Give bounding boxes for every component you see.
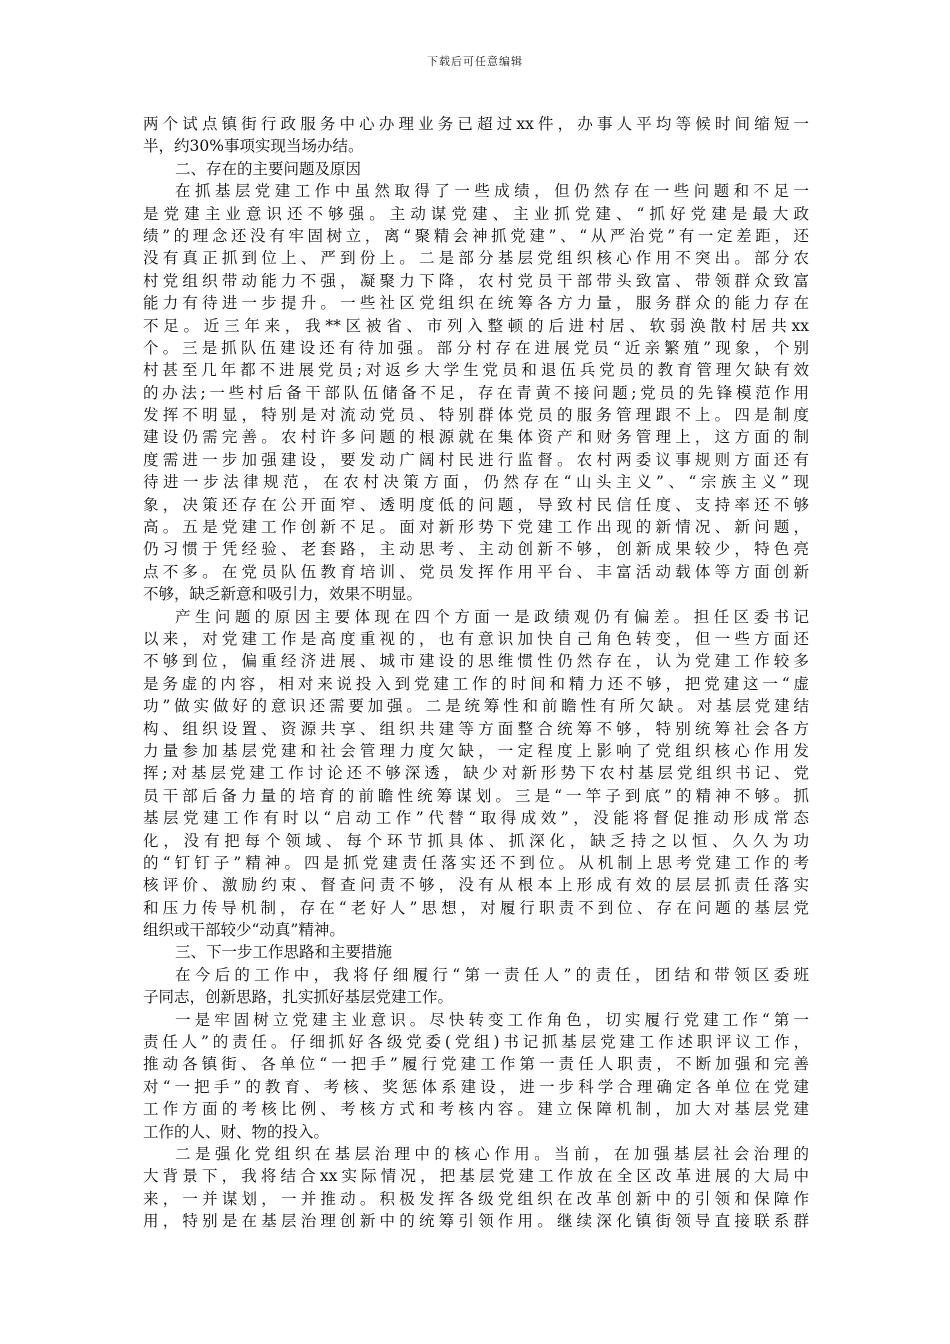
- text-line: 二、存在的主要问题及原因: [175, 159, 362, 178]
- text-line: 在抓基层党建工作中虽然取得了一些成绩，但仍然存在一些问题和不足一: [175, 182, 809, 201]
- text-line: 构、组织设置、资源共享、组织共建等方面整合统筹不够，特别统筹社会各方: [143, 719, 809, 738]
- text-line: 大背景下，我将结合xx实际情况，把基层党建工作放在全区改革进展的大局中: [143, 1167, 809, 1186]
- text-line: 挥;对基层党建工作讨论还不够深透，缺少对新形势下农村基层党组织书记、党: [143, 764, 809, 783]
- text-line: 不够到位，偏重经济进展、城市建设的思维惯性仍然存在，认为党建工作较多: [143, 652, 809, 671]
- text-line: 的办法;一些村后备干部队伍储备不足，存在青黄不接问题;党员的先锋模范作用: [143, 383, 809, 402]
- text-line: 不足。近三年来，我**区被省、市列入整顿的后进村居、软弱涣散村居共xx: [143, 316, 809, 335]
- text-line: 功”做实做好的意识还需要加强。二是统筹性和前瞻性有所欠缺。对基层党建结: [143, 697, 809, 716]
- text-line: 象，决策还存在公开面窄、透明度低的问题，导致村民信任度、支持率还不够: [143, 495, 809, 514]
- text-line: 对“一把手”的教育、考核、奖惩体系建设，进一步科学合理确定各单位在党建: [143, 1077, 809, 1096]
- text-line: 一是牢固树立党建主业意识。尽快转变工作角色，切实履行党建工作“第一: [175, 1010, 809, 1029]
- text-line: 绩”的理念还没有牢固树立，离“聚精会神抓党建”、“从严治党”有一定差距，还: [143, 226, 809, 245]
- text-line: 建设仍需完善。农村许多问题的根源就在集体资产和财务管理上，这方面的制: [143, 428, 809, 447]
- text-line: 推动各镇街、各单位“一把手”履行党建工作第一责任人职责，不断加强和完善: [143, 1055, 809, 1074]
- document-body: [143, 113, 809, 1233]
- text-line: 高。五是党建工作创新不足。面对新形势下党建工作出现的新情况、新问题，: [143, 518, 809, 537]
- text-line: 不够，缺乏新意和吸引力，效果不明显。: [143, 585, 423, 604]
- text-line: 半，约30%事项实现当场办结。: [143, 137, 364, 156]
- text-line: 在今后的工作中，我将仔细履行“第一责任人”的责任，团结和带领区委班: [175, 965, 809, 984]
- text-line: 子同志，创新思路，扎实抓好基层党建工作。: [143, 988, 454, 1007]
- text-line: 村党组织带动能力不强，凝聚力下降，农村党员干部带头致富、带领群众致富: [143, 271, 809, 290]
- text-line: 责任人”的责任。仔细抓好各级党委(党组)书记抓基层党建工作述职评议工作，: [143, 1033, 809, 1052]
- text-line: 二是强化党组织在基层治理中的核心作用。当前，在加强基层社会治理的: [175, 1144, 809, 1163]
- text-line: 产生问题的原因主要体现在四个方面一是政绩观仍有偏差。担任区委书记: [175, 607, 809, 626]
- text-line: 的“钉钉子”精神。四是抓党建责任落实还不到位。从机制上思考党建工作的考: [143, 853, 809, 872]
- text-line: 待进一步法律规范，在农村决策方面，仍然存在“山头主义”、“宗族主义”现: [143, 473, 809, 492]
- text-line: 力量参加基层党建和社会管理力度欠缺，一定程度上影响了党组织核心作用发: [143, 741, 809, 760]
- text-line: 发挥不明显，特别是对流动党员、特别群体党员的服务管理跟不上。四是制度: [143, 406, 809, 425]
- text-line: 核评价、激励约束、督查问责不够，没有从根本上形成有效的层层抓责任落实: [143, 876, 809, 895]
- text-line: 村甚至几年都不进展党员;对返乡大学生党员和退伍兵党员的教育管理欠缺有效: [143, 361, 809, 380]
- text-line: 没有真正抓到位上、严到份上。二是部分基层党组织核心作用不突出。部分农: [143, 249, 809, 268]
- text-line: 能力有待进一步提升。一些社区党组织在统筹各方力量，服务群众的能力存在: [143, 294, 809, 313]
- text-line: 和压力传导机制，存在“老好人”思想，对履行职责不到位、存在问题的基层党: [143, 898, 809, 917]
- text-line: 是党建主业意识还不够强。主动谋党建、主业抓党建、“抓好党建是最大政: [143, 204, 809, 223]
- text-line: 来，一并谋划，一并推动。积极发挥各级党组织在改革创新中的引领和保障作: [143, 1189, 809, 1208]
- text-line: 工作的人、财、物的投入。: [143, 1122, 330, 1141]
- text-line: 仍习惯于凭经验、老套路，主动思考、主动创新不够，创新成果较少，特色亮: [143, 540, 809, 559]
- text-line: 两个试点镇街行政服务中心办理业务已超过xx件，办事人平均等候时间缩短一: [143, 115, 809, 133]
- text-line: 三、下一步工作思路和主要措施: [175, 943, 393, 962]
- text-line: 基层党建工作有时以“启动工作”代替“取得成效”，没能将督促推动形成常态: [143, 809, 809, 828]
- text-line: 化，没有把每个领域、每个环节抓具体、抓深化，缺乏持之以恒、久久为功: [143, 831, 809, 850]
- text-line: 点不多。在党员队伍教育培训、党员发挥作用平台、丰富活动载体等方面创新: [143, 562, 809, 581]
- text-line: 用，特别是在基层治理创新中的统筹引领作用。继续深化镇街领导直接联系群: [143, 1212, 809, 1231]
- page-header: 下载后可任意编辑: [427, 55, 523, 68]
- text-line: 以来，对党建工作是高度重视的，也有意识加快自己角色转变，但一些方面还: [143, 629, 809, 648]
- text-line: 度需进一步加强建设，要发动广阔村民进行监督。农村两委议事规则方面还有: [143, 450, 809, 469]
- text-line: 工作方面的考核比例、考核方式和考核内容。建立保障机制，加大对基层党建: [143, 1100, 809, 1119]
- text-line: 个。三是抓队伍建设还有待加强。部分村存在进展党员“近亲繁殖”现象，个别: [143, 338, 809, 357]
- text-line: 员干部后备力量的培育的前瞻性统筹谋划。三是“一竿子到底”的精神不够。抓: [143, 786, 809, 805]
- text-line: 是务虚的内容，相对来说投入到党建工作的时间和精力还不够，把党建这一“虚: [143, 674, 809, 693]
- text-line: 组织或干部较少“动真”精神。: [143, 921, 345, 940]
